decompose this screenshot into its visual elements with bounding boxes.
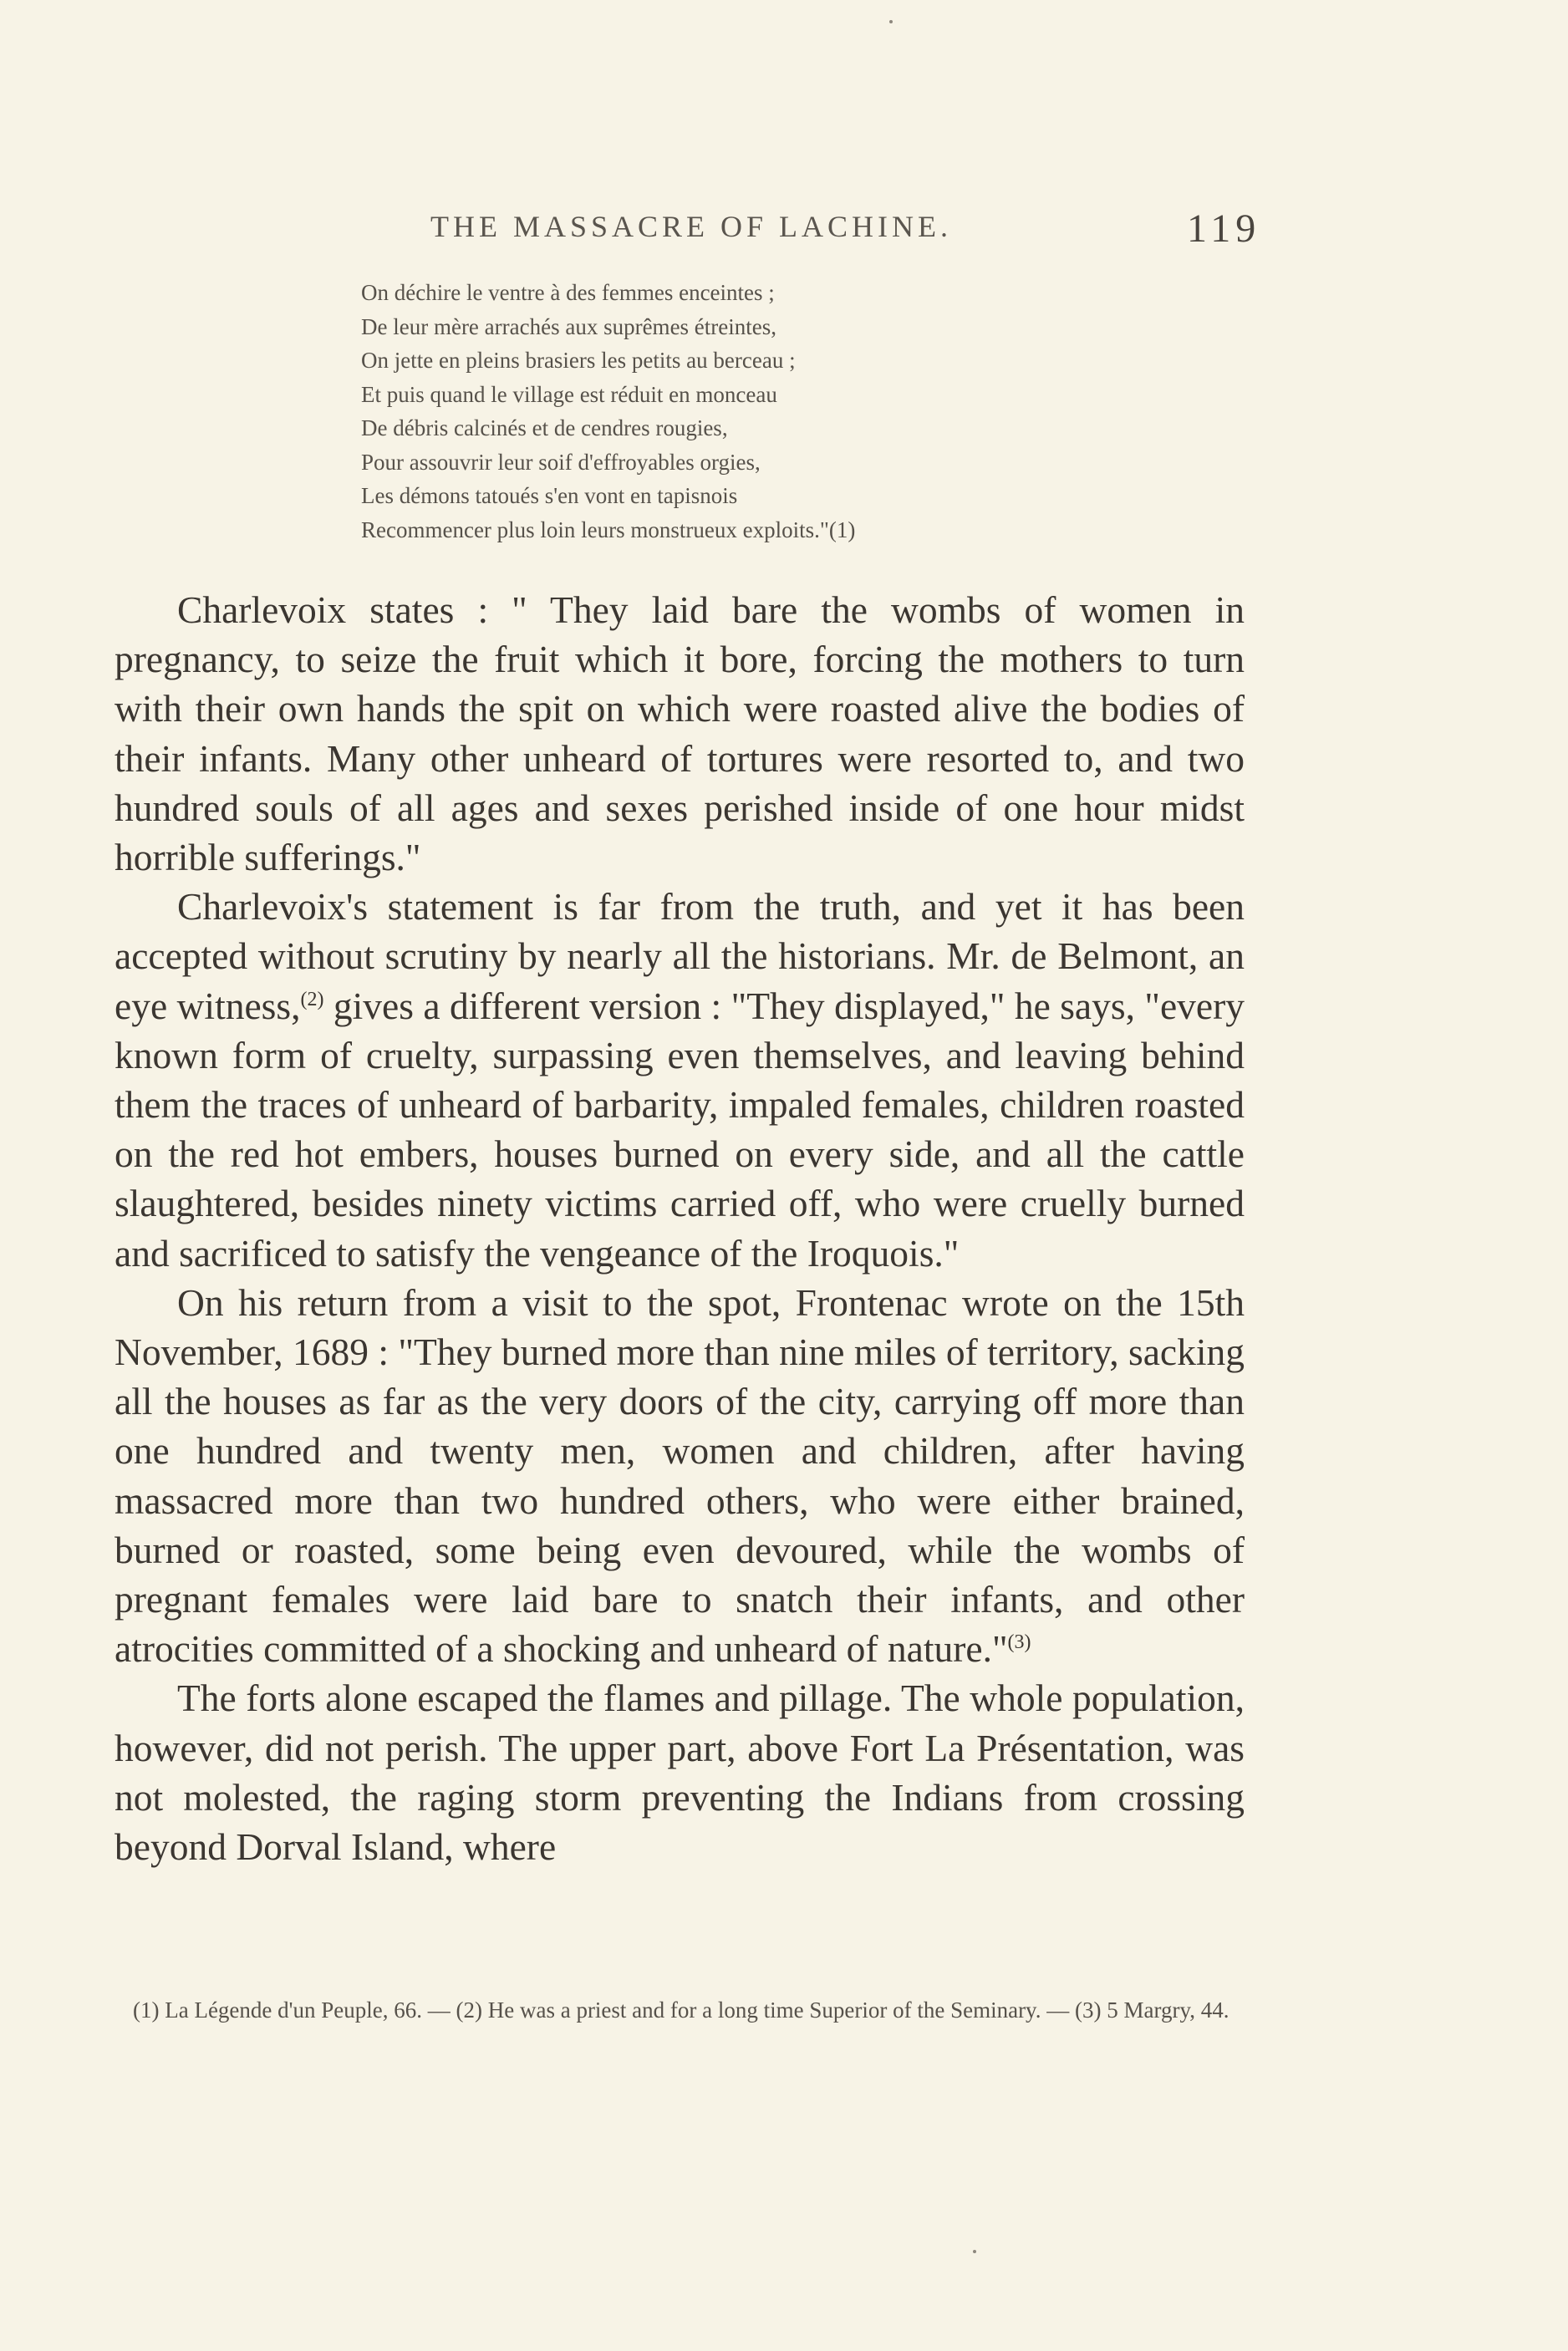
running-header <box>0 206 1568 251</box>
poem-line: Recommencer plus loin leurs monstrueux exploits."(1) <box>361 517 856 542</box>
poem-line: Et puis quand le village est réduit en monceau <box>361 381 777 407</box>
footnotes: (1) La Légende d'un Peuple, 66. — (2) He was a priest and for a long time Superior of the Seminary. — (3) 5 Margry, 44. <box>133 1997 1229 2023</box>
paragraph-charlevoix-quote: Charlevoix states : " They laid bare the wombs of women in pregnancy, to seize the fruit which it bore, forcing the mothers to turn with their own hands the spit on which were roasted alive the bodies of their infants. Many other unheard of tortures were resorted to, and two hundred souls of all ages and sexes perished inside of one hour midst horrible sufferings." <box>115 588 1245 879</box>
paper-speck <box>973 2250 976 2253</box>
footnote-reference: (3) <box>1007 1631 1031 1654</box>
paragraph-text: gives a different version : "They displayed," he says, "every known form of cruelty, surpassing even themselves, and leaving behind them the traces of unheard of barbarity, impaled females, children roasted on the red hot embers, houses burned on every side, and all the cattle slaughtered, besides ninety victims carried off, who were cruelly burned and sacrificed to satisfy the vengeance of the Iroquois." <box>115 984 1245 1275</box>
poem-line: De débris calcinés et de cendres rougies, <box>361 415 728 440</box>
body-text <box>115 585 1245 1871</box>
page-number: 119 <box>1187 206 1261 251</box>
poem-line: Les démons tatoués s'en vont en tapisnois <box>361 483 738 508</box>
poem-line: On déchire le ventre à des femmes enceintes ; <box>361 280 775 305</box>
paragraph-forts-escaped: The forts alone escaped the flames and pillage. The whole population, however, did not perish. The upper part, above Fort La Présentation, was not molested, the raging storm preventing the Indians from crossing beyond Dorval Island, where <box>115 1677 1245 1869</box>
running-title: THE MASSACRE OF LACHINE. <box>430 210 953 243</box>
paragraph-frontenac-letter <box>115 1278 1245 1674</box>
footnote-reference: (2) <box>300 988 324 1010</box>
poem-line: Pour assouvrir leur soif d'effroyables orgies, <box>361 449 761 475</box>
poem-line: On jette en pleins brasiers les petits au berceau ; <box>361 348 796 373</box>
poem-line: De leur mère arrachés aux suprêmes étreintes, <box>361 313 777 339</box>
paragraph-text: On his return from a visit to the spot, Frontenac wrote on the 15th November, 1689 : "They burned more than nine miles of territory, sacking all the houses as far as the very doors of the city, carrying off more than one hundred and twenty men, women and children, after having massacred more than two hundred others, who were either brained, burned or roasted, some being even devoured, while the wombs of pregnant females were laid bare to snatch their infants, and other atrocities committed of a shocking and unheard of nature." <box>115 1280 1245 1671</box>
paragraph-belmont-version <box>115 882 1245 1278</box>
paragraph-text: Charlevoix's statement is far from the truth, and yet it has been accepted without scrutiny by nearly all the historians. Mr. de Belmont, an eye witness, <box>115 885 1245 1027</box>
poem-quotation <box>361 276 1280 547</box>
paper-speck <box>889 20 893 23</box>
